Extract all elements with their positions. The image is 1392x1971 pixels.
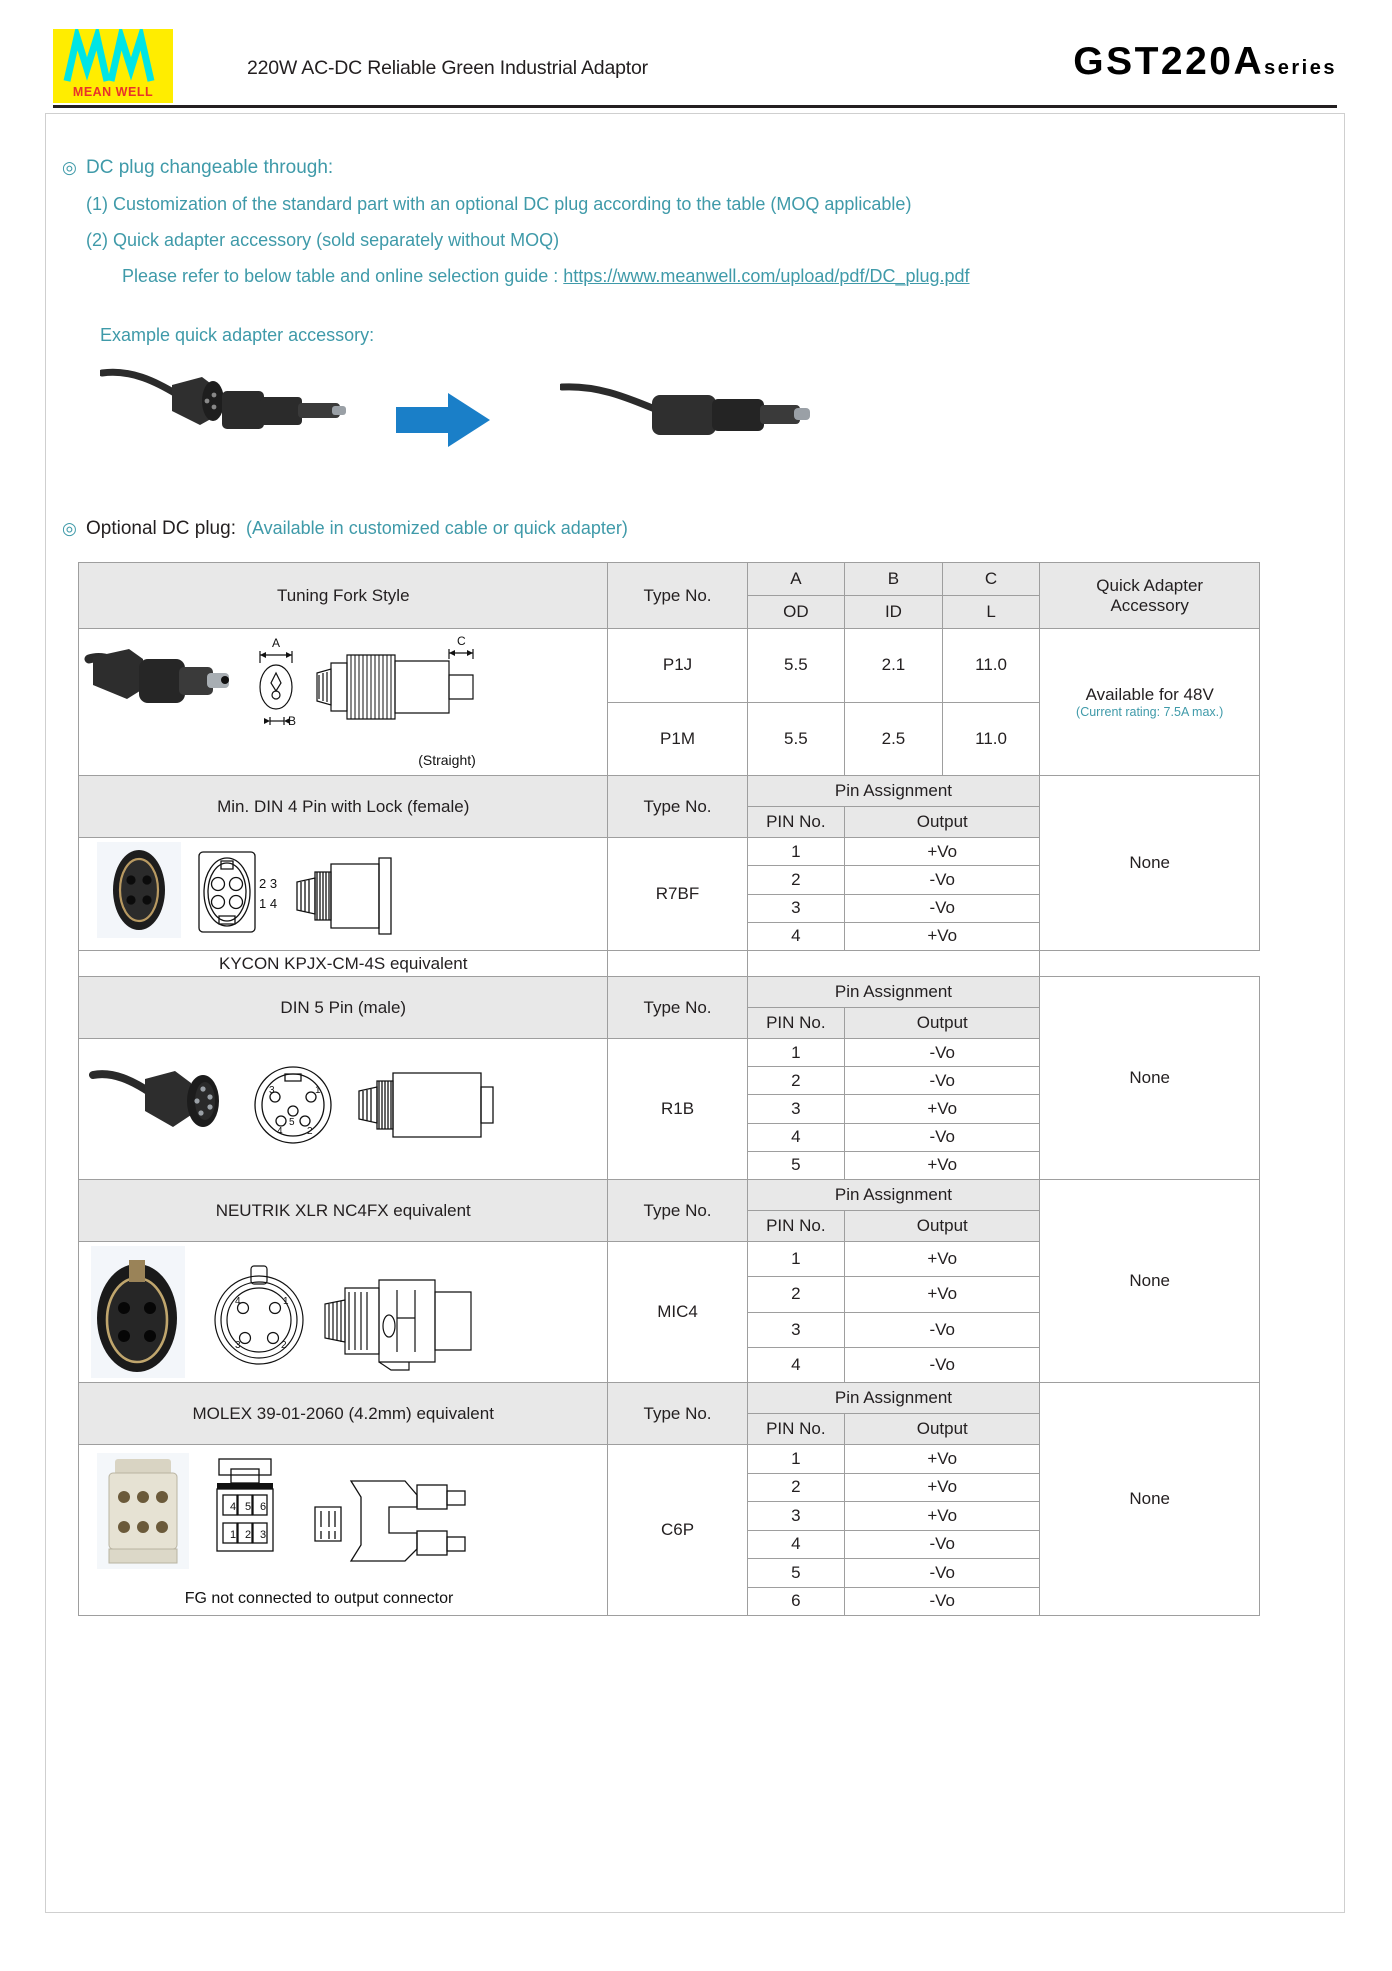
col-pin-no-xlr: PIN No. — [747, 1211, 845, 1242]
table-header-row-molex — [79, 1383, 1260, 1414]
svg-text:5: 5 — [289, 1117, 295, 1128]
svg-text:1 4: 1 4 — [259, 896, 278, 911]
din5-output-4: -Vo — [845, 1123, 1040, 1151]
accessory-main-0: Available for 48V — [1085, 685, 1214, 704]
col-quick-adapter-accessory — [1040, 563, 1260, 629]
barrel-plug-photo — [560, 365, 820, 475]
din-to-barrel-adapter-photo — [100, 355, 350, 485]
svg-text:B: B — [288, 714, 297, 728]
din4-connector-drawing-icon — [79, 838, 513, 950]
table-header-row-tuningfork — [79, 563, 1260, 596]
molex-output-2: +Vo — [845, 1473, 1040, 1502]
optional-dc-plug-table — [78, 562, 1260, 1616]
din4-pin-no-2: 2 — [747, 866, 845, 894]
group-title-molex: MOLEX 39-01-2060 (4.2mm) equivalent — [79, 1383, 608, 1445]
molex-pin-no-6: 6 — [747, 1587, 845, 1616]
col-id: ID — [845, 596, 943, 629]
svg-text:3: 3 — [260, 1529, 267, 1541]
svg-text:2: 2 — [307, 1126, 313, 1137]
svg-text:5: 5 — [245, 1501, 252, 1513]
optional-dc-plug-heading — [62, 518, 628, 540]
accessory-molex: None — [1040, 1383, 1260, 1616]
xlr-output-3: -Vo — [845, 1312, 1040, 1347]
table-header-row-din5 — [79, 977, 1260, 1008]
group-title-din4: Min. DIN 4 Pin with Lock (female) — [79, 776, 608, 838]
svg-text:C: C — [457, 634, 466, 648]
header-divider — [53, 105, 1337, 108]
p1j-l: 11.0 — [942, 629, 1040, 703]
intro-note — [122, 267, 1292, 285]
xlr-drawing-cell — [79, 1242, 608, 1383]
p1m-l: 11.0 — [942, 702, 1040, 776]
molex-output-1: +Vo — [845, 1445, 1040, 1474]
intro-block — [62, 158, 1292, 346]
col-pin-assignment-din5: Pin Assignment — [747, 977, 1040, 1008]
din4-caption-spacer-a — [747, 951, 845, 977]
din4-output-4: +Vo — [845, 922, 1040, 950]
svg-text:6: 6 — [260, 1501, 267, 1513]
tuning-fork-plug-drawing-icon — [79, 629, 513, 775]
din5-pin-no-2: 2 — [747, 1067, 845, 1095]
molex-output-4: -Vo — [845, 1530, 1040, 1559]
xlr-pin-no-3: 3 — [747, 1312, 845, 1347]
dc-plug-pdf-link[interactable]: https://www.meanwell.com/upload/pdf/DC_plug.pdf — [563, 266, 970, 286]
svg-text:1: 1 — [283, 1296, 289, 1307]
din4-pin-no-1: 1 — [747, 838, 845, 866]
meanwell-logo — [53, 29, 173, 103]
molex-drawing-cell — [79, 1445, 608, 1616]
group-title-tuning-fork: Tuning Fork Style — [79, 563, 608, 629]
molex-pin-no-3: 3 — [747, 1502, 845, 1531]
din4-drawing-cell — [79, 838, 608, 951]
xlr-pin-no-1: 1 — [747, 1242, 845, 1277]
type-mic4: MIC4 — [608, 1242, 747, 1383]
xlr-output-2: +Vo — [845, 1277, 1040, 1312]
din4-caption-spacer-type — [608, 951, 747, 977]
mw-logo-icon — [53, 29, 173, 85]
tuning-fork-drawing-cell — [79, 629, 608, 776]
accessory-tuning-fork — [1040, 629, 1260, 776]
bullet-icon-2: ◎ — [62, 519, 77, 538]
col-pin-no-molex: PIN No. — [747, 1414, 845, 1445]
svg-text:(Straight): (Straight) — [418, 752, 476, 768]
din5-pin-no-3: 3 — [747, 1095, 845, 1123]
qa-line1: Quick Adapter — [1096, 575, 1204, 595]
p1m-od: 5.5 — [747, 702, 845, 776]
din4-pin-no-4: 4 — [747, 922, 845, 950]
accessory-sub-0: (Current rating: 7.5A max.) — [1076, 705, 1224, 719]
din4-output-3: -Vo — [845, 894, 1040, 922]
group-title-xlr: NEUTRIK XLR NC4FX equivalent — [79, 1180, 608, 1242]
col-type-no-molex: Type No. — [608, 1383, 747, 1445]
din-to-barrel-adapter-icon — [100, 355, 350, 485]
svg-text:2: 2 — [245, 1529, 252, 1541]
table-header-row-xlr — [79, 1180, 1260, 1211]
type-c6p: C6P — [608, 1445, 747, 1616]
col-pin-assignment-din4: Pin Assignment — [747, 776, 1040, 807]
p1m-id: 2.5 — [845, 702, 943, 776]
molex-connector-drawing-icon — [79, 1445, 513, 1615]
intro-item-1: (1) Customization of the standard part with an optional DC plug according to the table (MOQ applicable) — [86, 194, 912, 214]
type-p1j: P1J — [608, 629, 747, 703]
example-accessory-label: Example quick adapter accessory: — [100, 325, 375, 345]
transform-arrow-icon — [396, 391, 491, 449]
din5-pin-no-4: 4 — [747, 1123, 845, 1151]
svg-text:4: 4 — [230, 1501, 237, 1513]
table-header-row-din4 — [79, 776, 1260, 807]
intro-title: DC plug changeable through: — [86, 157, 334, 178]
din5-output-2: -Vo — [845, 1067, 1040, 1095]
series-model: GST220A — [1073, 40, 1265, 83]
col-type-no-din4: Type No. — [608, 776, 747, 838]
table-row-p1j — [79, 629, 1260, 703]
din4-caption-spacer-b — [845, 951, 1040, 977]
col-pin-assignment-molex: Pin Assignment — [747, 1383, 1040, 1414]
p1j-od: 5.5 — [747, 629, 845, 703]
intro-note-prefix: Please refer to below table and online selection guide : — [122, 266, 564, 286]
molex-pin-no-1: 1 — [747, 1445, 845, 1474]
xlr-output-1: +Vo — [845, 1242, 1040, 1277]
col-od: OD — [747, 596, 845, 629]
svg-text:2: 2 — [281, 1340, 287, 1351]
accessory-din5: None — [1040, 977, 1260, 1180]
series-suffix: series — [1264, 57, 1337, 79]
col-output-xlr: Output — [845, 1211, 1040, 1242]
col-type-no-din5: Type No. — [608, 977, 747, 1039]
qa-line2: Accessory — [1110, 595, 1189, 615]
din5-output-1: -Vo — [845, 1039, 1040, 1067]
svg-text:1: 1 — [230, 1529, 237, 1541]
svg-text:FG not connected to output con: FG not connected to output connector — [184, 1590, 454, 1607]
col-type-no-xlr: Type No. — [608, 1180, 747, 1242]
col-pin-no-din4: PIN No. — [747, 807, 845, 838]
din4-output-2: -Vo — [845, 866, 1040, 894]
molex-output-6: -Vo — [845, 1587, 1040, 1616]
p1j-id: 2.1 — [845, 629, 943, 703]
col-type-no: Type No. — [608, 563, 747, 629]
din5-connector-drawing-icon — [79, 1039, 513, 1179]
col-c: C — [942, 563, 1040, 596]
molex-pin-no-5: 5 — [747, 1559, 845, 1588]
accessory-din4: None — [1040, 776, 1260, 951]
bullet-icon: ◎ — [62, 158, 77, 177]
optional-dc-plug-title: Optional DC plug: — [86, 518, 236, 539]
type-r1b: R1B — [608, 1039, 747, 1180]
molex-pin-no-2: 2 — [747, 1473, 845, 1502]
din5-drawing-cell — [79, 1039, 608, 1180]
group-title-din5: DIN 5 Pin (male) — [79, 977, 608, 1039]
din5-pin-no-1: 1 — [747, 1039, 845, 1067]
svg-text:4: 4 — [277, 1126, 283, 1137]
header-series — [1073, 40, 1337, 84]
din5-output-3: +Vo — [845, 1095, 1040, 1123]
col-l: L — [942, 596, 1040, 629]
header-subtitle: 220W AC-DC Reliable Green Industrial Adaptor — [247, 57, 648, 79]
col-output-molex: Output — [845, 1414, 1040, 1445]
din5-output-5: +Vo — [845, 1151, 1040, 1179]
type-p1m: P1M — [608, 702, 747, 776]
col-output-din5: Output — [845, 1008, 1040, 1039]
intro-title-row — [62, 158, 1292, 177]
accessory-xlr: None — [1040, 1180, 1260, 1383]
svg-text:2 3: 2 3 — [259, 876, 278, 891]
xlr-pin-no-4: 4 — [747, 1347, 845, 1382]
din5-pin-no-5: 5 — [747, 1151, 845, 1179]
molex-pin-no-4: 4 — [747, 1530, 845, 1559]
xlr-output-4: -Vo — [845, 1347, 1040, 1382]
svg-text:3: 3 — [269, 1085, 275, 1096]
svg-text:A: A — [272, 636, 281, 650]
col-b: B — [845, 563, 943, 596]
molex-output-5: -Vo — [845, 1559, 1040, 1588]
col-pin-no-din5: PIN No. — [747, 1008, 845, 1039]
page-header — [0, 0, 1392, 104]
intro-item-2: (2) Quick adapter accessory (sold separately without MOQ) — [86, 230, 560, 250]
molex-output-3: +Vo — [845, 1502, 1040, 1531]
optional-dc-plug-subtitle: (Available in customized cable or quick adapter) — [245, 518, 628, 538]
col-pin-assignment-xlr: Pin Assignment — [747, 1180, 1040, 1211]
svg-text:1: 1 — [315, 1085, 321, 1096]
example-accessory-photos — [100, 355, 1200, 495]
din4-output-1: +Vo — [845, 838, 1040, 866]
xlr-connector-drawing-icon — [79, 1242, 513, 1382]
barrel-plug-icon — [560, 365, 820, 475]
svg-text:3: 3 — [235, 1340, 241, 1351]
type-r7bf: R7BF — [608, 838, 747, 951]
xlr-pin-no-2: 2 — [747, 1277, 845, 1312]
logo-wordmark: MEAN WELL — [72, 84, 154, 99]
table-row-din4-caption — [79, 951, 1260, 977]
col-a: A — [747, 563, 845, 596]
col-output-din4: Output — [845, 807, 1040, 838]
din4-pin-no-3: 3 — [747, 894, 845, 922]
svg-text:4: 4 — [235, 1296, 241, 1307]
din4-caption: KYCON KPJX-CM-4S equivalent — [79, 951, 608, 977]
